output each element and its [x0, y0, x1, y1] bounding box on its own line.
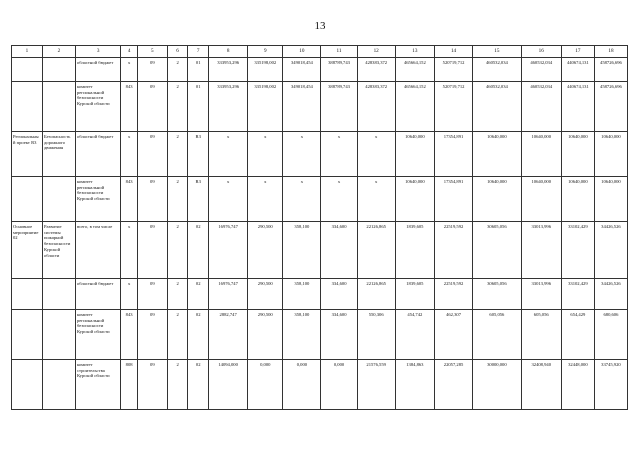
program-cell: Региональный проект R3: [12, 132, 43, 177]
subprogram-code-cell: 2: [167, 222, 188, 279]
amount-cell: 335198,002: [248, 82, 283, 132]
amount-cell: 428383,372: [357, 58, 395, 82]
column-header: 8: [209, 46, 248, 58]
program-cell: [12, 82, 43, 132]
program-code-cell: 09: [137, 222, 167, 279]
column-header: 18: [594, 46, 627, 58]
amount-cell: 17354,891: [434, 132, 472, 177]
event-code-cell: 02: [188, 279, 209, 310]
program-cell: [12, 177, 43, 222]
amount-cell: 334,600: [321, 279, 357, 310]
program-cell: [12, 58, 43, 82]
event-name-cell: [42, 58, 75, 82]
column-header: 1: [12, 46, 43, 58]
grbs-code-cell: 808: [121, 360, 138, 410]
amount-cell: 10640,000: [521, 177, 561, 222]
program-code-cell: 09: [137, 132, 167, 177]
event-name-cell: [42, 82, 75, 132]
column-header: 10: [283, 46, 321, 58]
amount-cell: х: [357, 132, 395, 177]
executor-cell: областной бюджет: [75, 279, 120, 310]
subprogram-code-cell: 2: [167, 279, 188, 310]
amount-cell: 333953,296: [209, 58, 248, 82]
table-row: [12, 279, 628, 310]
subprogram-code-cell: 2: [167, 58, 188, 82]
amount-cell: 32448,000: [561, 360, 594, 410]
amount-cell: 460532,034: [473, 58, 521, 82]
grbs-code-cell: 843: [121, 310, 138, 360]
subprogram-code-cell: 2: [167, 132, 188, 177]
amount-cell: 654,429: [561, 310, 594, 360]
amount-cell: 22126,865: [357, 222, 395, 279]
amount-cell: х: [248, 177, 283, 222]
page-number: 13: [314, 20, 326, 32]
subprogram-code-cell: 2: [167, 310, 188, 360]
amount-cell: 34426,526: [594, 222, 627, 279]
program-cell: Основное мероприятие 02: [12, 222, 43, 279]
subprogram-code-cell: 2: [167, 360, 188, 410]
table-row: [12, 132, 628, 177]
column-header: 12: [357, 46, 395, 58]
grbs-code-cell: х: [121, 58, 138, 82]
column-header: 9: [248, 46, 283, 58]
amount-cell: 440674,131: [561, 82, 594, 132]
amount-cell: 349018,454: [283, 58, 321, 82]
column-header: 2: [42, 46, 75, 58]
amount-cell: 349018,454: [283, 82, 321, 132]
table-row: [12, 82, 628, 132]
subprogram-code-cell: 2: [167, 177, 188, 222]
table-row: [12, 177, 628, 222]
amount-cell: 10640,000: [594, 132, 627, 177]
amount-cell: 10640,000: [395, 177, 434, 222]
executor-cell: комитет региональной безопасности Курской области: [75, 82, 120, 132]
table-row: [12, 222, 628, 279]
amount-cell: 440674,131: [561, 58, 594, 82]
amount-cell: 32408,940: [521, 360, 561, 410]
grbs-code-cell: х: [121, 279, 138, 310]
grbs-code-cell: х: [121, 222, 138, 279]
event-name-cell: [42, 177, 75, 222]
amount-cell: 30000,000: [473, 360, 521, 410]
amount-cell: 33013,996: [521, 222, 561, 279]
amount-cell: 290,500: [248, 279, 283, 310]
amount-cell: х: [248, 132, 283, 177]
event-name-cell: Развитие системы пожарной безопасности Курской области: [42, 222, 75, 279]
amount-cell: 333953,296: [209, 82, 248, 132]
executor-cell: комитет региональной безопасности Курской области: [75, 310, 120, 360]
amount-cell: 358,100: [283, 222, 321, 279]
event-name-cell: Безопасность дорожного движения: [42, 132, 75, 177]
event-code-cell: 01: [188, 58, 209, 82]
amount-cell: 22126,865: [357, 279, 395, 310]
amount-cell: 10640,000: [473, 132, 521, 177]
program-code-cell: 09: [137, 279, 167, 310]
amount-cell: х: [209, 132, 248, 177]
program-code-cell: 09: [137, 177, 167, 222]
amount-cell: 1839,605: [395, 279, 434, 310]
amount-cell: 680,606: [594, 310, 627, 360]
amount-cell: 358,100: [283, 310, 321, 360]
amount-cell: 10640,000: [594, 177, 627, 222]
amount-cell: 454,742: [395, 310, 434, 360]
amount-cell: х: [283, 132, 321, 177]
amount-cell: 290,500: [248, 222, 283, 279]
event-name-cell: [42, 310, 75, 360]
amount-cell: 520719,712: [434, 58, 472, 82]
amount-cell: 0,000: [248, 360, 283, 410]
column-header: 14: [434, 46, 472, 58]
amount-cell: х: [321, 132, 357, 177]
amount-cell: 388789,743: [321, 58, 357, 82]
event-code-cell: R3: [188, 177, 209, 222]
amount-cell: х: [321, 177, 357, 222]
amount-cell: 0,000: [321, 360, 357, 410]
column-header: 16: [521, 46, 561, 58]
event-code-cell: R3: [188, 132, 209, 177]
amount-cell: 10640,000: [395, 132, 434, 177]
amount-cell: 605,056: [521, 310, 561, 360]
amount-cell: 388789,743: [321, 82, 357, 132]
amount-cell: х: [283, 177, 321, 222]
amount-cell: 10640,000: [561, 177, 594, 222]
amount-cell: 1384,863: [395, 360, 434, 410]
table-row: [12, 310, 628, 360]
amount-cell: 33745,920: [594, 360, 627, 410]
amount-cell: 10640,000: [521, 132, 561, 177]
amount-cell: 460532,034: [521, 82, 561, 132]
executor-cell: всего, в том числе: [75, 222, 120, 279]
table-row: [12, 360, 628, 410]
amount-cell: 334,600: [321, 222, 357, 279]
amount-cell: 10640,000: [561, 132, 594, 177]
amount-cell: 458726,696: [594, 82, 627, 132]
amount-cell: 33102,429: [561, 222, 594, 279]
amount-cell: 462,307: [434, 310, 472, 360]
program-cell: [12, 279, 43, 310]
program-code-cell: 09: [137, 360, 167, 410]
executor-cell: областной бюджет: [75, 58, 120, 82]
amount-cell: х: [209, 177, 248, 222]
grbs-code-cell: 843: [121, 82, 138, 132]
event-code-cell: 02: [188, 310, 209, 360]
table-body: [12, 46, 628, 410]
amount-cell: 0,000: [283, 360, 321, 410]
amount-cell: 550,306: [357, 310, 395, 360]
executor-cell: областной бюджет: [75, 132, 120, 177]
executor-cell: комитет строительства Курской области: [75, 360, 120, 410]
program-cell: [12, 310, 43, 360]
amount-cell: 16976,747: [209, 279, 248, 310]
subprogram-code-cell: 2: [167, 82, 188, 132]
amount-cell: 290,500: [248, 310, 283, 360]
amount-cell: 1839,605: [395, 222, 434, 279]
column-header: 4: [121, 46, 138, 58]
column-header: 3: [75, 46, 120, 58]
amount-cell: 16976,747: [209, 222, 248, 279]
amount-cell: 465664,152: [395, 82, 434, 132]
program-code-cell: 09: [137, 310, 167, 360]
event-name-cell: [42, 360, 75, 410]
program-code-cell: 09: [137, 82, 167, 132]
amount-cell: х: [357, 177, 395, 222]
column-header: 17: [561, 46, 594, 58]
amount-cell: 34426,526: [594, 279, 627, 310]
amount-cell: 460532,034: [521, 58, 561, 82]
executor-cell: комитет региональной безопасности Курской области: [75, 177, 120, 222]
table-row: [12, 58, 628, 82]
program-cell: [12, 360, 43, 410]
amount-cell: 17354,891: [434, 177, 472, 222]
amount-cell: 33102,429: [561, 279, 594, 310]
column-header: 5: [137, 46, 167, 58]
amount-cell: 458726,696: [594, 58, 627, 82]
grbs-code-cell: 843: [121, 177, 138, 222]
amount-cell: 358,100: [283, 279, 321, 310]
column-header: 15: [473, 46, 521, 58]
amount-cell: 2882,747: [209, 310, 248, 360]
header-row: [12, 46, 628, 58]
amount-cell: 22519,592: [434, 279, 472, 310]
amount-cell: 33013,996: [521, 279, 561, 310]
amount-cell: 22057,285: [434, 360, 472, 410]
program-code-cell: 09: [137, 58, 167, 82]
amount-cell: 10640,000: [473, 177, 521, 222]
amount-cell: 428383,372: [357, 82, 395, 132]
amount-cell: 334,600: [321, 310, 357, 360]
column-header: 7: [188, 46, 209, 58]
amount-cell: 460532,034: [473, 82, 521, 132]
column-header: 11: [321, 46, 357, 58]
event-name-cell: [42, 279, 75, 310]
event-code-cell: 01: [188, 82, 209, 132]
amount-cell: 30605,056: [473, 279, 521, 310]
event-code-cell: 02: [188, 222, 209, 279]
amount-cell: 14094,000: [209, 360, 248, 410]
amount-cell: 30605,056: [473, 222, 521, 279]
column-header: 6: [167, 46, 188, 58]
amount-cell: 22519,592: [434, 222, 472, 279]
amount-cell: 520719,712: [434, 82, 472, 132]
budget-table: [11, 45, 628, 410]
amount-cell: 335198,002: [248, 58, 283, 82]
grbs-code-cell: х: [121, 132, 138, 177]
column-header: 13: [395, 46, 434, 58]
event-code-cell: 02: [188, 360, 209, 410]
amount-cell: 605,056: [473, 310, 521, 360]
amount-cell: 21576,559: [357, 360, 395, 410]
amount-cell: 465664,152: [395, 58, 434, 82]
